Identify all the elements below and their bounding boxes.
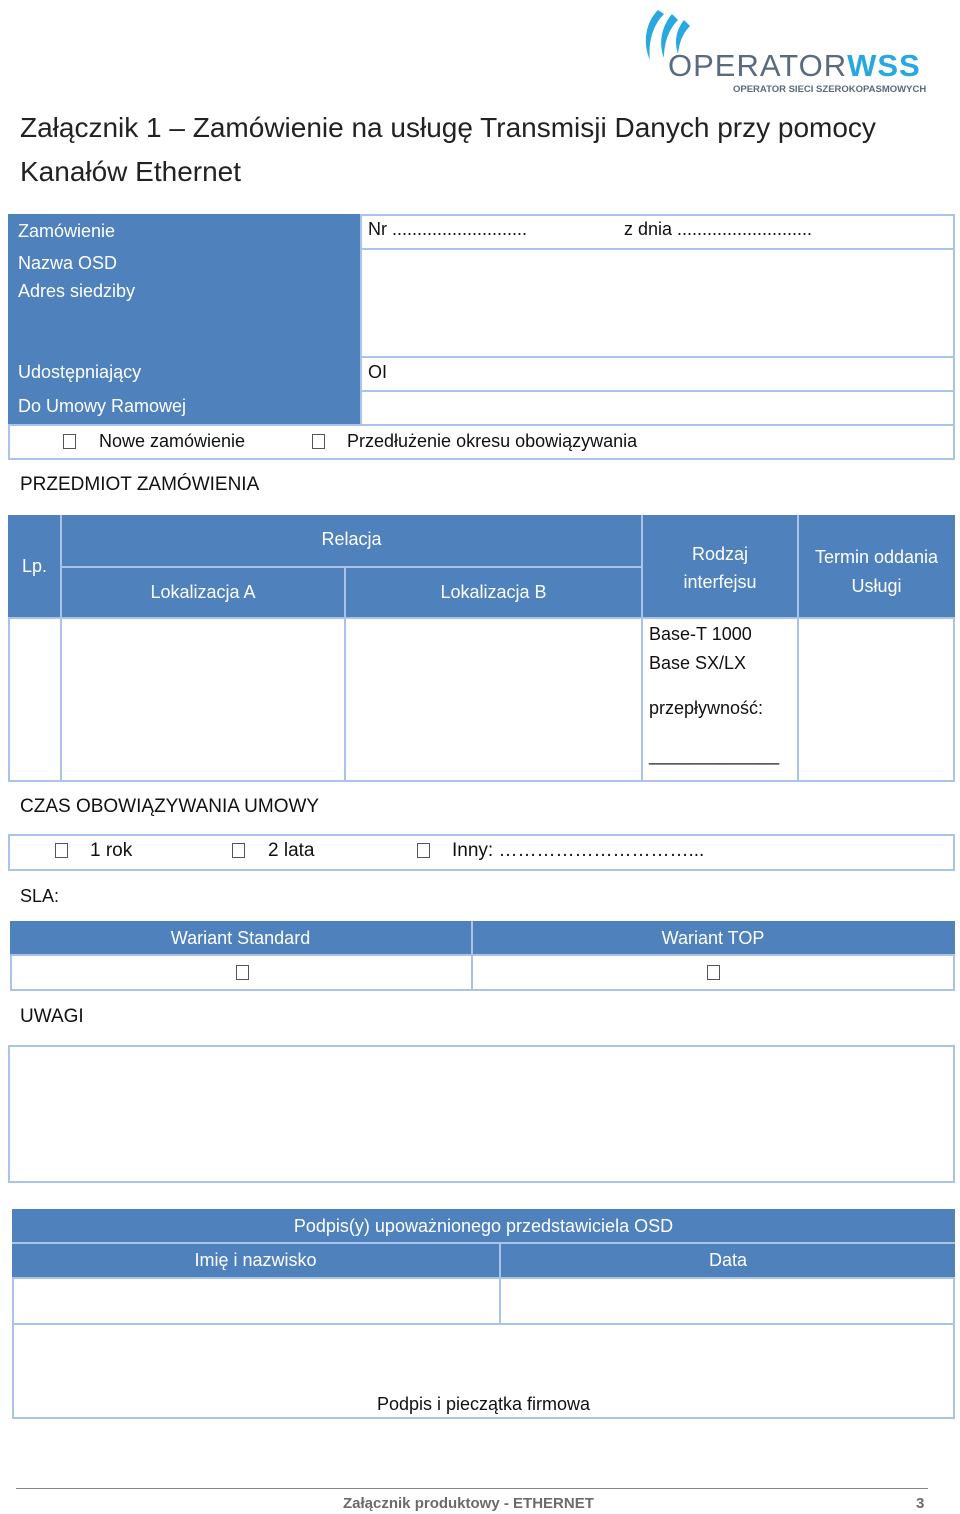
col-termin-oddania: Termin oddania Usługi: [814, 547, 939, 596]
page-number: 3: [916, 1495, 925, 1512]
data-field[interactable]: [501, 1279, 953, 1323]
checkbox-2-lata[interactable]: [232, 843, 245, 858]
umowa-value-field[interactable]: [360, 390, 955, 426]
przeplywnosc-input[interactable]: _____________: [649, 745, 780, 765]
logo-wordmark: OPERATORWSS: [668, 48, 921, 83]
czas-heading: CZAS OBOWIĄZYWANIA UMOWY: [20, 796, 320, 817]
umowa-label: Do Umowy Ramowej: [18, 396, 187, 416]
checkbox-sla-standard[interactable]: [236, 965, 249, 980]
udostepniajacy-value: OI: [368, 362, 388, 382]
opt-2-lata: 2 lata: [268, 840, 315, 861]
lp-field[interactable]: [10, 619, 60, 780]
podpis-heading: Podpis(y) upoważnionego przedstawiciela OSD: [293, 1216, 674, 1236]
udostepniajacy-label: Udostępniający: [18, 362, 142, 382]
lokalizacja-b-field[interactable]: [346, 619, 641, 780]
footer-text: Załącznik produktowy - ETHERNET: [343, 1495, 594, 1512]
imie-nazwisko-field[interactable]: [14, 1279, 499, 1323]
sla-heading: SLA:: [20, 886, 60, 906]
z-dnia-label: z dnia ...........................: [624, 219, 813, 239]
logo-tagline: OPERATOR SIECI SZEROKOPASMOWYCH: [733, 84, 927, 95]
sla-checkbox-row: [10, 954, 955, 991]
uwagi-heading: UWAGI: [20, 1006, 84, 1027]
opt-1-rok: 1 rok: [90, 840, 133, 861]
sla-standard-label: Wariant Standard: [170, 928, 311, 948]
opt-inny: Inny: …………………………...: [452, 840, 705, 861]
checkbox-extend-order[interactable]: [312, 434, 325, 449]
pieczatka-label: Podpis i pieczątka firmowa: [376, 1394, 591, 1414]
col-relacja: Relacja: [321, 529, 382, 549]
osd-address-field[interactable]: [360, 248, 955, 358]
checkbox-inny[interactable]: [417, 843, 430, 858]
footer-divider: [16, 1488, 928, 1489]
sla-top-label: Wariant TOP: [661, 928, 765, 948]
col-lp: Lp.: [22, 556, 48, 576]
nr-label: Nr ...........................: [368, 219, 528, 239]
sla-divider: [471, 956, 473, 989]
col-lokalizacja-a: Lokalizacja A: [150, 582, 256, 602]
nazwa-osd-label: Nazwa OSD: [18, 253, 118, 273]
extend-order-label: Przedłużenie okresu obowiązywania: [347, 431, 638, 451]
imie-nazwisko-label: Imię i nazwisko: [194, 1250, 317, 1270]
page-title: Załącznik 1 – Zamówienie na usługę Transmisji Danych przy pomocy Kanałów Ethernet: [20, 112, 876, 187]
adres-siedziby-label: Adres siedziby: [18, 281, 136, 301]
col-rodzaj-interfejsu: Rodzaj interfejsu: [683, 544, 757, 592]
uwagi-textarea[interactable]: [8, 1045, 955, 1183]
udostepniajacy-value-cell: [360, 356, 955, 392]
data-label: Data: [708, 1250, 748, 1270]
przedmiot-heading: PRZEDMIOT ZAMÓWIENIA: [20, 474, 260, 495]
header-divider: [62, 566, 641, 568]
zamowienie-label: Zamówienie: [18, 221, 116, 241]
checkbox-1-rok[interactable]: [55, 843, 68, 858]
checkbox-new-order[interactable]: [63, 434, 76, 449]
termin-field[interactable]: [799, 619, 953, 780]
checkbox-sla-top[interactable]: [707, 965, 720, 980]
col-lokalizacja-b: Lokalizacja B: [440, 582, 547, 602]
przeplywnosc-label: przepływność:: [649, 698, 764, 718]
interface-value: Base-T 1000 Base SX/LX: [649, 624, 752, 673]
lokalizacja-a-field[interactable]: [62, 619, 344, 780]
podpis-divider: [12, 1242, 955, 1244]
new-order-label: Nowe zamówienie: [99, 431, 246, 451]
